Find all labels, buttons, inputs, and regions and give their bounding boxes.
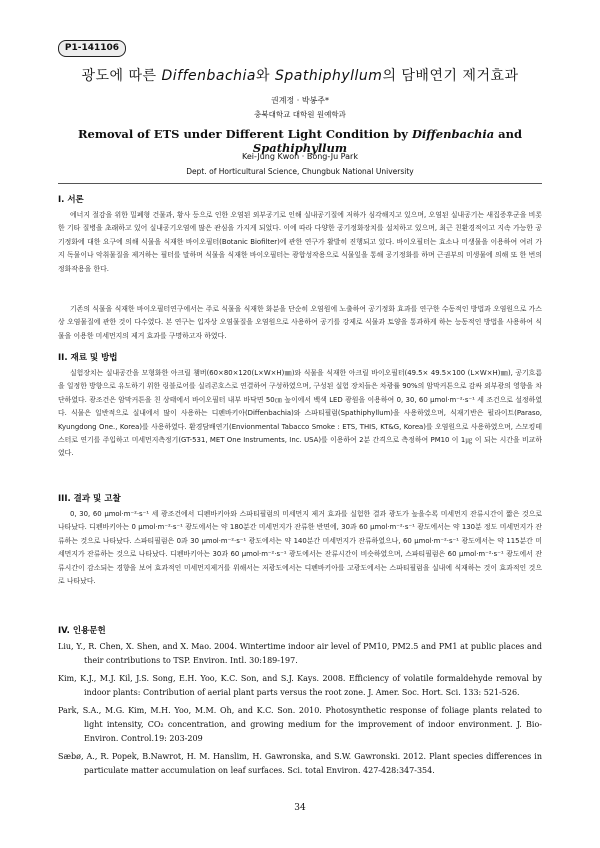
reference-item: Sæbø, A., R. Popek, B.Nawrot, H. M. Hanslim, H. Gawronska, and S.W. Gawronski. 2012. Plant species differences in particulate matter accumulation on leaf surfaces. Sci. total Environ. 427-428:347-354. — [58, 752, 542, 775]
authors-english: Kei-Jung Kwon · Bong-Ju Park — [242, 152, 358, 161]
section-heading-intro: I. 서론 — [58, 195, 84, 205]
section-heading-references: IV. 인용문헌 — [58, 626, 106, 636]
title-en-genus1: Diffenbachia — [411, 127, 495, 141]
authors-korean: 권계정 · 박봉주* — [271, 96, 329, 105]
affiliation-korean: 충북대학교 대학원 원예학과 — [254, 110, 346, 119]
title-ko-prefix: 광도에 따른 — [81, 68, 162, 84]
header-divider — [58, 183, 542, 184]
reference-item: Liu, Y., R. Chen, X. Shen, and X. Mao. 2004. Wintertime indoor air level of PM10, PM2.5 and PM1 at public places and their contributions to TSP. Environ. Intl. 30:189-197. — [58, 642, 542, 665]
title-en-prefix: Removal of ETS under Different Light Condition by — [77, 127, 412, 141]
intro-paragraph-1: 에너지 절감을 위한 밀폐형 건물과, 황사 등으로 인한 오염된 외부공기로 인해 실내공기질에 저하가 심각해지고 있으며, 오염된 실내공기는 새집증후군을 비롯한 기타 질병을 초래하고 있어 실내공기오염에 많은 관심을 가지게 되었다. 이에 따라 다양한 공기정화장치를 설치하고 있으며, 최근 친환경적이고 지속 가능한 공기정화에 대한 요구에 의해 식물을 식재한 바이오필터(Botanic Biofilter)에 관한 연구가 활발히 진행되고 있다. 바이오필터는 효소나 미생물을 이용하여 여러 가지 독물이나 악취물질을 제거하는 필터를 말하며 식물을 식재한 바이오필터는 광합성작용으로 식물잎을 통해 공기정화를 하며 근권부의 미생물에 의해 또 한 번의 정화작용을 한다. — [58, 211, 542, 273]
title-english — [40, 127, 560, 155]
section-heading-results: III. 결과 및 고찰 — [58, 494, 121, 504]
reference-item: Park, S.A., M.G. Kim, M.H. Yoo, M.M. Oh, and K.C. Son. 2010. Photosynthetic response of foliage plants related to light intensity, CO₂ concentration, and growing medium for the improvement of indoor environment. J. Bio-Environ. Control.19: 203-209 — [58, 706, 542, 743]
title-en-mid: and — [494, 127, 523, 141]
page-number: 34 — [294, 803, 306, 813]
intro-paragraph-2: 기존의 식물을 식재한 바이오필터연구에서는 주로 식물을 식재한 화분을 단순히 오염원에 노출하여 공기정화 효과를 연구한 수동적인 방법과 오염원으로 가스상 오염물질에 관한 것이 다수였다. 본 연구는 입자상 오염물질을 오염원으로 사용하여 공기를 강제로 식물과 토양을 통과하게 하는 능동적인 방법을 사용하여 식물을 이용한 미세먼지의 제거 효과를 구명하고자 하였다. — [58, 305, 542, 340]
section-heading-methods: II. 재료 및 방법 — [58, 353, 118, 363]
methods-paragraph: 실험장치는 실내공간을 모형화한 아크릴 챔버(60×80×120(L×W×H)㎜)와 식물을 식재한 아크릴 바이오필터(49.5× 49.5×100 (L×W×H)㎜), 공기흐름을 일정한 방향으로 유도하기 위한 링블로어를 실리콘호스로 연결하여 구성하였으며, 구성된 실험 장치들은 차광률 90%의 암막커튼으로 감싸 외부광의 영향을 차단하였다. 광조건은 암막커튼을 친 상태에서 바이오필터 내부 바닥면 50㎝ 높이에서 백색 LED 광원을 이용하여 0, 30, 60 µmol·m⁻²·s⁻¹ 세 조건으로 설정하였다. 식물은 일반적으로 실내에서 많이 사용하는 디펜바키아(Diffenbachia)와 스파티필럼(Spathiphyllum)을 사용하였으며, 식재기반은 펄라이트(Paraso, Kyungdong One., Korea)를 사용하였다. 환경담배연기(Envionmental Tabacco Smoke : ETS, THIS, KT&G, Korea)를 오염원으로 사용하였으며, 스모킹테스터로 연기를 주입하고 미세먼지측정기(GT-531, MET One Instruments, Inc. USA)를 이용하여 2분 간격으로 측정하여 PM10 이 1㎍ 이 되는 시간을 비교하였다. — [58, 369, 542, 458]
title-en-genus2: Spathiphyllum — [252, 141, 348, 155]
title-ko-suffix: 의 담배연기 제거효과 — [382, 68, 519, 84]
title-ko-genus1: Diffenbachia — [161, 68, 256, 84]
title-ko-mid: 와 — [256, 68, 275, 84]
poster-id-badge: P1-141106 — [58, 40, 126, 57]
title-ko-genus2: Spathiphyllum — [274, 68, 383, 84]
affiliation-english: Dept. of Horticultural Science, Chungbuk National University — [186, 167, 414, 176]
results-paragraph: 0, 30, 60 µmol·m⁻²·s⁻¹ 세 광조건에서 디펜바키아와 스파티필럼의 미세먼지 제거 효과를 실험한 결과 광도가 높을수록 미세먼지 잔류시간이 짧은 것으로 나타났다. 디펜바키아는 0 µmol·m⁻²·s⁻¹ 광도에서는 약 180분간 미세먼지가 잔류한 반면에, 30과 60 µmol·m⁻²·s⁻¹ 광도에서는 약 130분 정도 미세먼지가 잔류하는 것으로 나타났다. 스파티필럼은 0과 30 µmol·m⁻²·s⁻¹ 광도에서는 약 140분간 미세먼지가 잔류하였으나, 60 µmol·m⁻²·s⁻¹ 광도에서는 약 115분간 미세먼지가 잔류하는 것으로 나타났다. 디펜바키아는 30과 60 µmol·m⁻²·s⁻¹ 광도에서는 잔류시간이 비슷하였으며, 스파티필럼은 60 µmol·m⁻²·s⁻¹ 광도에서 잔류시간이 감소되는 경향을 보여 효과적인 미세먼지제거를 위해서는 저광도에서는 디펜바키아를 고광도에서는 스파티필럼을 실내에 식재하는 것이 효과적인 것으로 나타났다. — [58, 510, 542, 586]
title-korean — [40, 65, 560, 85]
reference-list — [58, 640, 542, 782]
reference-item: Kim, K.J., M.J. Kil, J.S. Song, E.H. Yoo, K.C. Son, and S.J. Kays. 2008. Efficiency of volatile formaldehyde removal by indoor plants: Contribution of aerial plant parts versus the root zone. J. Amer. Soc. Hort. Sci. 133: 521-526. — [58, 674, 542, 697]
